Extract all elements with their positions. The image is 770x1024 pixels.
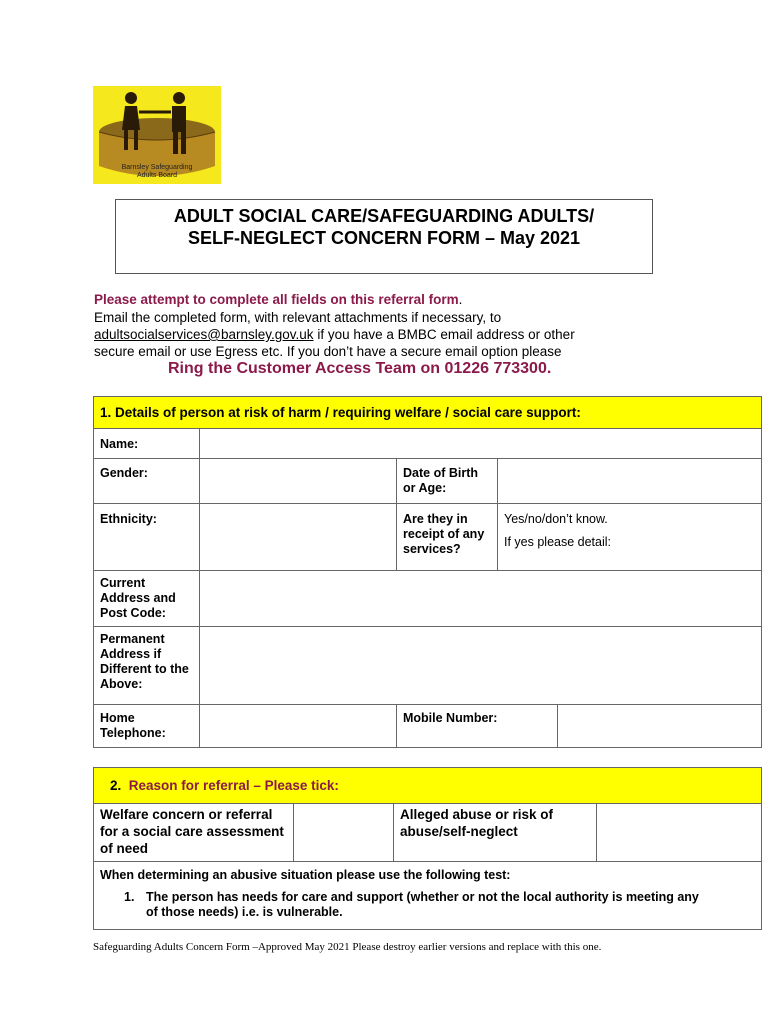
abuse-test-intro: When determining an abusive situation please use the following test: [100, 868, 511, 882]
instruction-period: . [458, 292, 463, 307]
gender-field[interactable] [200, 459, 397, 504]
customer-access-phone: Ring the Customer Access Team on 01226 773300. [168, 360, 552, 377]
ethnicity-label: Ethnicity: [94, 504, 200, 571]
section2-header [94, 768, 762, 804]
permanent-address-label: Permanent Address if Different to the Above: [94, 627, 200, 705]
name-label: Name: [94, 429, 200, 459]
services-options: Yes/no/don’t know. [504, 512, 608, 526]
email-line-rest: if you have a BMBC email address or other [313, 327, 575, 342]
current-address-label: Current Address and Post Code: [94, 571, 200, 627]
mobile-field[interactable] [558, 705, 762, 748]
home-telephone-label: Home Telephone: [94, 705, 200, 748]
email-link[interactable]: adultsocialservices@barnsley.gov.uk [94, 327, 314, 342]
welfare-concern-tick-box[interactable] [294, 804, 394, 862]
instruction-main: Please attempt to complete all fields on this referral form [94, 292, 459, 307]
email-line [94, 326, 575, 344]
abuse-test-item-1-text: The person has needs for care and support (whether or not the local authority is meeting any of those needs) i.e. is vulnerable. [146, 890, 699, 919]
form-title-line2: SELF-NEGLECT CONCERN FORM – May 2021 [187, 228, 581, 248]
abuse-test-item-1-number: 1. [124, 890, 135, 904]
home-telephone-field[interactable] [200, 705, 397, 748]
section2-header-text: Reason for referral – Please tick: [128, 778, 339, 793]
gender-label: Gender: [94, 459, 200, 504]
dob-label: Date of Birth or Age: [397, 459, 498, 504]
alleged-abuse-tick-box[interactable] [597, 804, 762, 862]
form-title-box [115, 199, 653, 274]
email-instruction: Email the completed form, with relevant attachments if necessary, to [94, 310, 502, 325]
section1-table [93, 396, 762, 748]
logo-caption-line1: Barnsley Safeguarding [121, 164, 193, 171]
welfare-concern-label: Welfare concern or referral for a social care assessment of need [94, 804, 294, 862]
logo-caption [93, 164, 221, 180]
footer-note: Safeguarding Adults Concern Form –Approved May 2021 Please destroy earlier versions and replace with this one. [93, 941, 602, 953]
form-title-line1: ADULT SOCIAL CARE/SAFEGUARDING ADULTS/ [173, 206, 595, 226]
name-field[interactable] [200, 429, 762, 459]
secure-email-text: secure email or use Egress etc. If you don’t have a secure email option please [94, 344, 562, 359]
alleged-abuse-label: Alleged abuse or risk of abuse/self-neglect [394, 804, 597, 862]
board-logo [93, 86, 221, 184]
mobile-label: Mobile Number: [397, 705, 558, 748]
abuse-test-cell [94, 862, 762, 930]
section2-table [93, 767, 762, 930]
current-address-field[interactable] [200, 571, 762, 627]
logo-caption-line2: Adults Board [136, 172, 178, 179]
abuse-test-item-1 [100, 890, 755, 920]
instruction-text [94, 291, 462, 309]
section2-header-number: 2. [110, 778, 122, 793]
services-detail-prompt: If yes please detail: [504, 535, 612, 549]
permanent-address-field[interactable] [200, 627, 762, 705]
services-label: Are they in receipt of any services? [397, 504, 498, 571]
ethnicity-field[interactable] [200, 504, 397, 571]
services-field[interactable] [498, 504, 762, 571]
dob-field[interactable] [498, 459, 762, 504]
section1-header: 1. Details of person at risk of harm / requiring welfare / social care support: [94, 397, 762, 429]
